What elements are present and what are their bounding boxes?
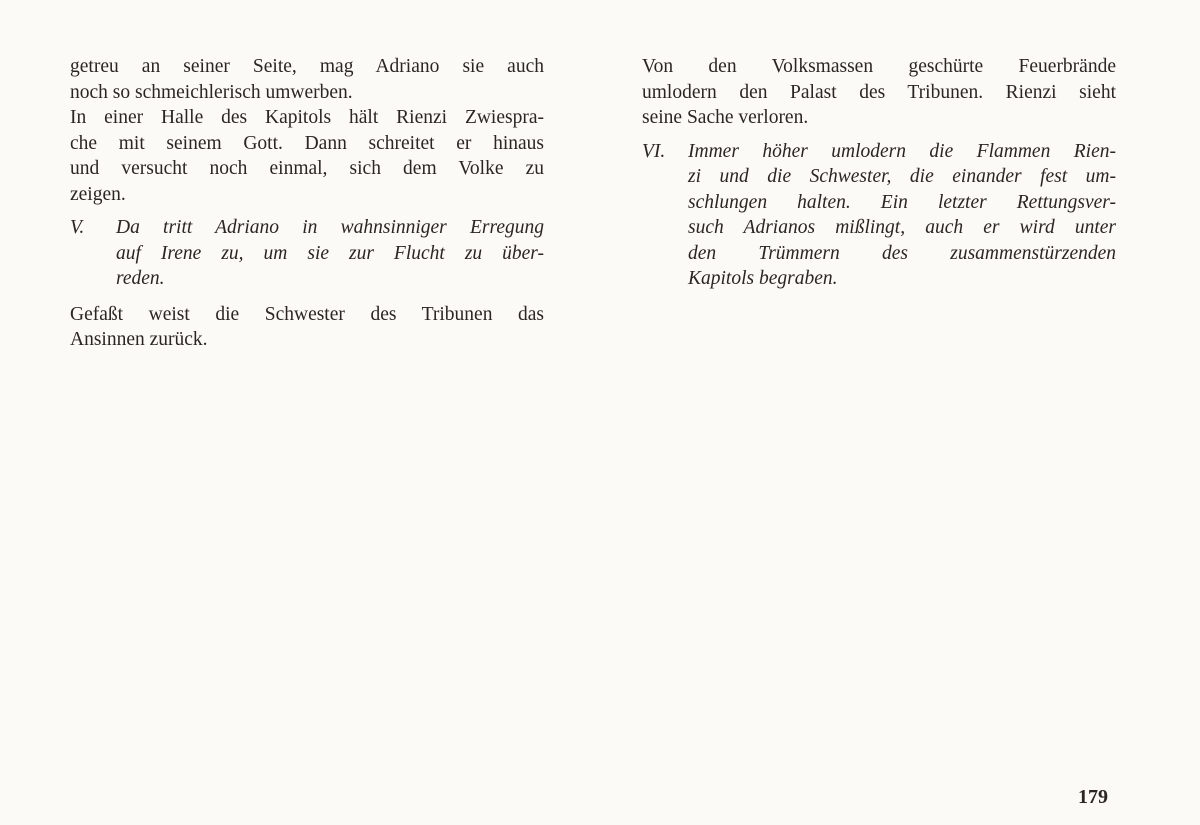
- text-line: Ansinnen zurück.: [70, 329, 208, 350]
- text-line: zi und die Schwester, die einander fest um-: [688, 166, 1116, 187]
- right-column: [642, 54, 1116, 302]
- act-numeral: VI.: [642, 140, 666, 162]
- text-line: auf Irene zu, um sie zur Flucht zu über-: [116, 242, 544, 264]
- paragraph-3: [70, 302, 544, 353]
- text-line: che mit seinem Gott. Dann schreitet er hinaus: [70, 132, 544, 154]
- text-line: Kapitols begraben.: [688, 268, 838, 289]
- text-line: noch so schmeichlerisch umwerben.: [70, 81, 353, 103]
- text-line: zeigen.: [70, 183, 126, 205]
- paragraph-4: [642, 54, 1116, 131]
- text-line: umlodern den Palast des Tribunen. Rienzi sieht: [642, 81, 1116, 103]
- act-five-summary: [70, 215, 544, 292]
- act-six-summary: [642, 139, 1116, 292]
- text-line: reden.: [116, 268, 165, 289]
- text-line: In einer Halle des Kapitols hält Rienzi Zwiespra-: [70, 107, 544, 128]
- paragraph-1: [70, 54, 544, 105]
- text-line: den Trümmern des zusammenstürzenden: [688, 242, 1116, 264]
- page-number: 179: [1078, 786, 1108, 808]
- text-line: Immer höher umlodern die Flammen Rien-: [688, 140, 1116, 162]
- text-line: seine Sache verloren.: [642, 107, 809, 128]
- paragraph-2: [70, 105, 544, 207]
- text-line: Gefaßt weist die Schwester des Tribunen das: [70, 303, 544, 325]
- text-line: und versucht noch einmal, sich dem Volke zu: [70, 158, 544, 179]
- text-line: Von den Volksmassen geschürte Feuerbrände: [642, 56, 1116, 77]
- text-line: such Adrianos mißlingt, auch er wird unter: [688, 217, 1116, 238]
- text-line: Da tritt Adriano in wahnsinniger Erregung: [116, 217, 544, 238]
- act-numeral: V.: [70, 217, 85, 238]
- left-column: [70, 54, 544, 353]
- text-line: schlungen halten. Ein letzter Rettungsver-: [688, 191, 1116, 213]
- text-line: getreu an seiner Seite, mag Adriano sie auch: [70, 56, 544, 77]
